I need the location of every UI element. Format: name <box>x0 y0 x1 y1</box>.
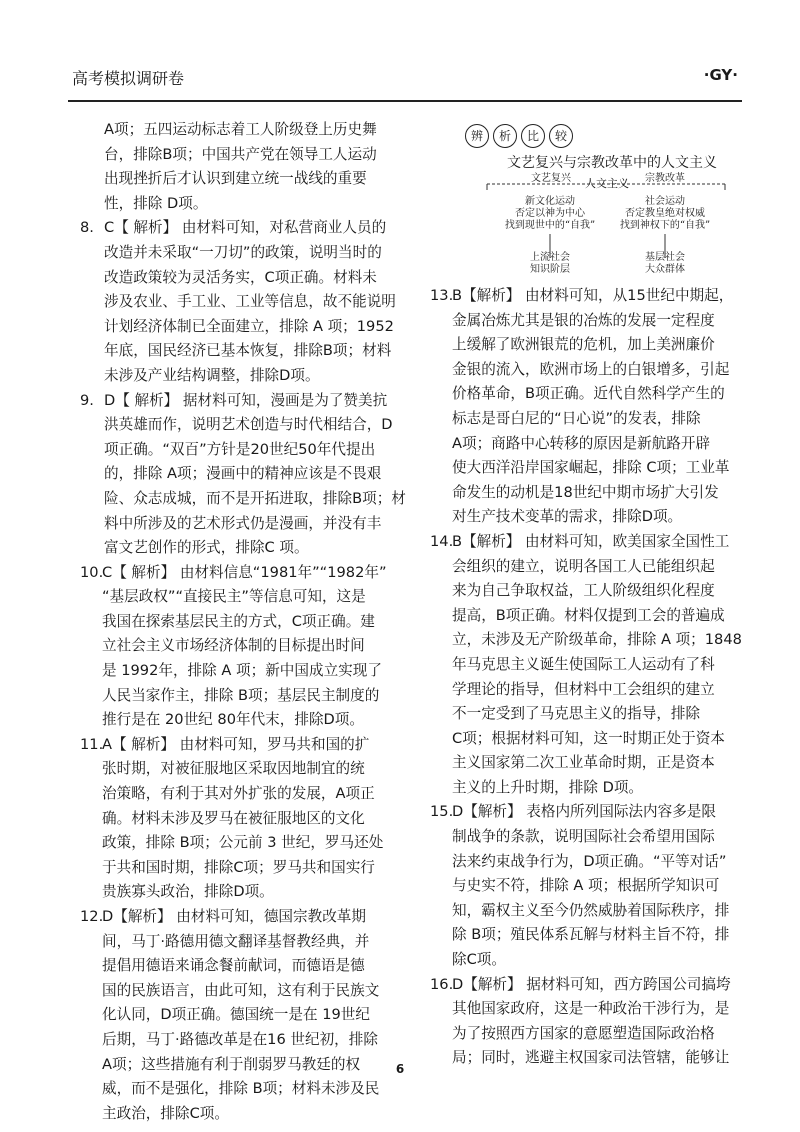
continued-answer <box>80 118 410 216</box>
badge-char: 辨 <box>465 124 489 148</box>
item-number: 16. <box>430 975 454 993</box>
text-line: C【 解析】 由材料可知，对私营商业人员的 <box>104 219 387 237</box>
text-line: “基层政权”“直接民主”等信息可知，这是 <box>102 588 366 606</box>
text-line: 标志是哥白尼的“日心说”的发表，排除 <box>452 409 701 427</box>
answer-item <box>430 530 765 801</box>
text-line: 金属冶炼尤其是银的冶炼的发展一定程度 <box>452 311 715 329</box>
text-line: C【 解析】 由材料信息“1981年”“1982年” <box>102 563 387 581</box>
text-line: 价格革命，B项正确。近代自然科学产生的 <box>452 385 725 403</box>
text-line: 料中所涉及的艺术形式仍是漫画，并没有丰 <box>104 514 382 532</box>
text-line: 出现挫折后才认识到建立统一战线的重要 <box>104 170 367 188</box>
item-number: 14. <box>430 532 454 550</box>
answer-item <box>430 284 765 530</box>
left-bottom <box>510 252 590 276</box>
text-line: 台，排除B项；中国共产党在领导工人运动 <box>104 145 377 163</box>
answer-item <box>430 973 765 1071</box>
text-line: 间，马丁·路德用德文翻译基督教经典，并 <box>102 932 370 950</box>
text-line: 提高，B项正确。材料仅提到工会的普遍成 <box>452 606 725 624</box>
text-line: 学理论的指导，但材料中工会组织的建立 <box>452 680 715 698</box>
text-line: 洪英雄而作，说明艺术创造与时代相结合，D <box>104 416 393 434</box>
text-line: 除 B项；殖民体系瓦解与材料主旨不符，排 <box>452 926 730 944</box>
text-line: 我国在探索基层民主的方式，C项正确。建 <box>102 612 375 630</box>
text-line: 计划经济体制已全面建立，排除 A 项；1952 <box>104 317 394 335</box>
answer-item <box>80 216 410 388</box>
text-line: 于共和国时期，排除C项；罗马共和国实行 <box>102 858 375 876</box>
text-line: 法来约束战争行为，D项正确。“平等对话” <box>452 852 727 870</box>
text-line: 局；同时，逃避主权国家司法管辖，能够让 <box>452 1049 730 1067</box>
text-line: 主义国家第二次工业革命时期，正是资本 <box>452 754 715 772</box>
left-body <box>490 196 610 232</box>
answer-item <box>430 800 765 972</box>
item-number: 15. <box>430 803 454 821</box>
page-header <box>68 60 742 102</box>
diagram-text: 新文化运动 <box>525 196 575 207</box>
text-line: D【解析】 由材料可知，德国宗教改革期 <box>102 908 366 925</box>
text-line: 立，未涉及无产阶级革命，排除 A 项；1848 <box>452 631 742 649</box>
text-line: 威，而不是强化，排除 B项；材料未涉及民 <box>102 1080 380 1098</box>
text-line: 性，排除 D项。 <box>104 194 208 212</box>
text-line: 是 1992年，排除 A 项；新中国成立实现了 <box>102 662 382 680</box>
diagram-text: 社会运动 <box>645 196 685 207</box>
item-number: 8. <box>80 219 94 237</box>
diagram-text: 找到现世中的“自我” <box>504 220 596 231</box>
text-line: 不一定受到了马克思主义的指导，排除 <box>452 705 701 723</box>
right-column <box>430 284 765 1071</box>
text-line: 立社会主义市场经济体制的目标提出时间 <box>102 637 365 655</box>
item-number: 13. <box>430 287 454 304</box>
text-line: 治策略，有利于其对外扩张的发展，A项正 <box>102 785 375 803</box>
text-line: 年底，国民经济已基本恢复，排除B项；材料 <box>104 342 392 360</box>
text-line: D【解析】 表格内所列国际法内容多是限 <box>452 803 716 821</box>
text-line: 对生产技术变革的需求，排除D项。 <box>452 508 683 526</box>
text-line: D【 解析】 据材料可知，漫画是为了赞美抗 <box>104 391 388 409</box>
text-line: 涉及农业、手工业、工业等信息，故不能说明 <box>104 293 396 311</box>
text-line: A项；五四运动标志着工人阶级登上历史舞 <box>104 121 377 138</box>
item-number: 9. <box>80 391 94 409</box>
text-line: 险、众志成城，而不是开拓进取，排除B项；材 <box>104 489 406 507</box>
text-line: A项；这些措施有利于削弱罗马教廷的权 <box>102 1055 361 1073</box>
comparison-diagram <box>455 118 755 278</box>
answer-item <box>80 905 410 1126</box>
item-number: 10. <box>80 563 104 581</box>
left-head: 文艺复兴 <box>531 173 571 184</box>
right-bottom <box>625 252 705 276</box>
text-line: D【解析】 据材料可知，西方跨国公司搞垮 <box>452 975 731 993</box>
diagram-title: 文艺复兴与宗教改革中的人文主义 <box>507 155 717 171</box>
diagram-text: 基层社会 <box>645 252 685 263</box>
text-line: 张时期，对被征服地区采取因地制宜的统 <box>102 760 365 778</box>
left-column <box>80 118 410 1126</box>
text-line: 其他国家政府，这是一种政治干涉行为，是 <box>452 1000 730 1018</box>
text-line: 金银的流入，欧洲市场上的白银增多，引起 <box>452 360 730 378</box>
badge-char: 比 <box>521 124 545 148</box>
text-line: B【解析】 由材料可知，欧美国家全国性工 <box>452 532 730 550</box>
text-line: 化认同，D项正确。德国统一是在 19世纪 <box>102 1006 370 1024</box>
item-number: 11. <box>80 735 104 753</box>
text-line: 主义的上升时期，排除 D项。 <box>452 778 644 796</box>
text-line: 使大西洋沿岸国家崛起，排除 C项；工业革 <box>452 459 730 477</box>
text-line: 贵族寡头政治，排除D项。 <box>102 883 274 901</box>
text-line: 推行是在 20世纪 80年代末，排除D项。 <box>102 711 364 729</box>
header-code: ·GY· <box>703 66 738 84</box>
text-line: 的，排除 A项；漫画中的精神应该是不畏艰 <box>104 465 382 483</box>
diagram-text: 否定以神为中心 <box>515 208 585 219</box>
diagram-text: 否定教皇绝对权威 <box>625 208 705 219</box>
text-line: 改造并未采取“一刀切”的政策，说明当时的 <box>104 243 382 261</box>
text-line: 除C项。 <box>452 951 506 969</box>
center-label: 人文主义 <box>585 177 629 190</box>
text-line: 确。材料未涉及罗马在被征服地区的文化 <box>102 809 365 827</box>
text-line: 来为自己争取权益，工人阶级组织化程度 <box>452 582 715 600</box>
item-number: 12. <box>80 908 104 925</box>
answer-item <box>80 561 410 733</box>
text-line: 后期，马丁·路德改革是在16 世纪初，排除 <box>102 1030 378 1048</box>
diagram-text: 找到神权下的“自我” <box>619 220 711 231</box>
text-line: 年马克思主义诞生使国际工人运动有了科 <box>452 655 715 673</box>
text-line: 命发生的动机是18世纪中期市场扩大引发 <box>452 483 719 501</box>
text-line: 为了按照西方国家的意愿塑造国际政治格 <box>452 1024 715 1042</box>
text-line: 项正确。“双百”方针是20世纪50年代提出 <box>104 440 376 458</box>
text-line: 与史实不符，排除 A 项；根据所学知识可 <box>452 877 720 895</box>
text-line: 政策，排除 B项；公元前 3 世纪，罗马还处 <box>102 834 384 852</box>
text-line: 制战争的条款，说明国际社会希望用国际 <box>452 828 715 846</box>
right-body <box>603 196 727 232</box>
answer-item <box>80 389 410 561</box>
text-line: 知，霸权主义至今仍然威胁着国际秩序，排 <box>452 901 730 919</box>
text-line: 提倡用德语来诵念餐前献词，而德语是德 <box>102 957 365 975</box>
text-line: A项；商路中心转移的原因是新航路开辟 <box>452 434 711 452</box>
text-line: 改造政策较为灵活务实，C项正确。材料未 <box>104 268 377 286</box>
text-line: C项；根据材料可知，这一时期正处于资本 <box>452 729 725 747</box>
answer-item <box>80 733 410 905</box>
header-title: 高考模拟调研卷 <box>72 69 185 88</box>
text-line: 主政治，排除C项。 <box>102 1104 229 1122</box>
text-line: 人民当家作主，排除 B项；基层民主制度的 <box>102 686 380 704</box>
text-line: 上缓解了欧洲银荒的危机，加上美洲廉价 <box>452 336 715 354</box>
badge-char: 较 <box>549 124 573 148</box>
page-number: 6 <box>395 1062 405 1076</box>
right-head: 宗教改革 <box>645 173 685 184</box>
diagram-text: 上流社会 <box>530 252 570 263</box>
text-line: 未涉及产业结构调整，排除D项。 <box>104 366 320 384</box>
text-line: 富文艺创作的形式，排除C 项。 <box>104 539 309 557</box>
text-line: 国的民族语言，由此可知，这有利于民族文 <box>102 981 380 999</box>
diagram-text: 大众群体 <box>645 264 685 275</box>
badge-char: 析 <box>493 124 517 148</box>
text-line: B【解析】 由材料可知，从15世纪中期起， <box>452 287 734 304</box>
diagram-text: 知识阶层 <box>530 264 570 275</box>
text-line: A【 解析】 由材料可知，罗马共和国的扩 <box>102 735 370 753</box>
text-line: 会组织的建立，说明各国工人已能组织起 <box>452 557 715 575</box>
